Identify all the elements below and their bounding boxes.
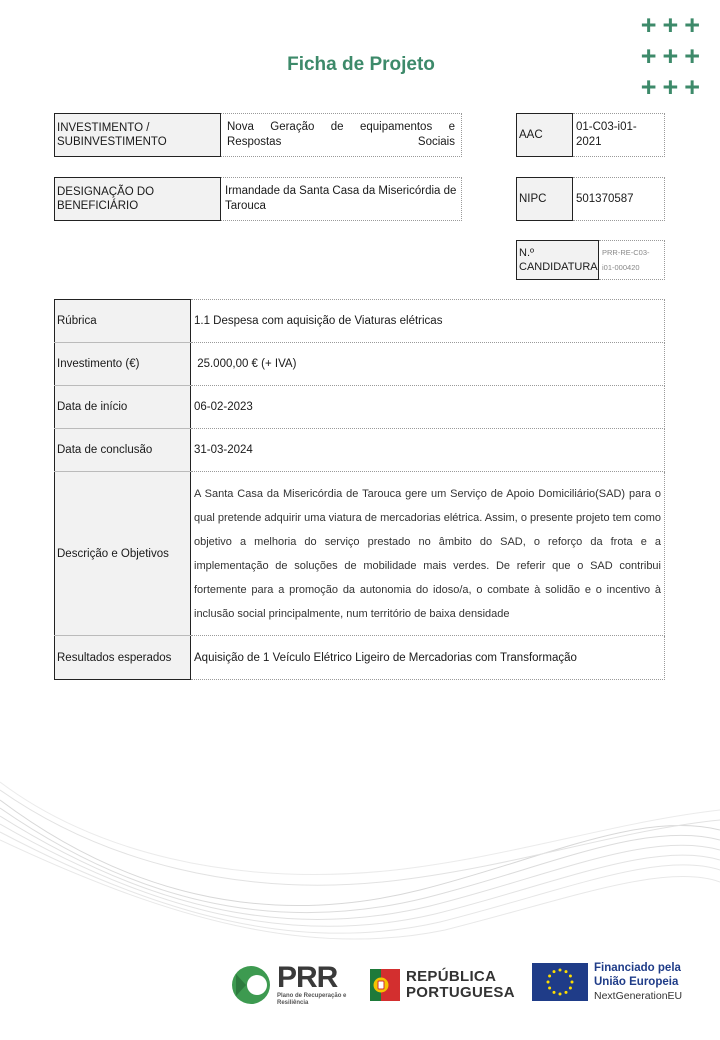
prr-emblem-icon	[230, 964, 272, 1006]
eu-line1: Financiado pela	[594, 962, 681, 974]
prr-subtitle: Plano de Recuperação e Resiliência	[277, 993, 347, 1006]
nipc-field	[516, 177, 665, 221]
plus-row: +++	[640, 72, 706, 102]
beneficiario-value: Irmandade da Santa Casa da Misericórdia de Tarouca	[221, 177, 462, 221]
aac-label: AAC	[516, 113, 573, 157]
row-value: 25.000,00 € (+ IVA)	[191, 343, 665, 386]
row-label: Descrição e Objetivos	[55, 472, 191, 636]
row-label: Investimento (€)	[55, 343, 191, 386]
decorative-waves	[0, 770, 720, 960]
candidatura-field	[516, 240, 665, 280]
aac-value: 01-C03-i01-2021	[573, 113, 665, 157]
investimento-value-text: Nova Geração de equipamentos e Respostas Sociais	[227, 121, 455, 148]
row-value: 06-02-2023	[191, 386, 665, 429]
aac-field	[516, 113, 665, 157]
row-value: Aquisição de 1 Veículo Elétrico Ligeiro de Mercadorias com Transformação	[191, 636, 665, 680]
row-label: Data de conclusão	[55, 429, 191, 472]
decorative-plus-grid	[641, 10, 706, 103]
description-text: A Santa Casa da Misericórdia de Tarouca gere um Serviço de Apoio Domiciliário(SAD) para o qual pretende adquirir uma viatura de mercadorias elétrica. Assim, o presente projeto tem como objetivo a melhoria do serviço prestado no âmbito do SAD, o reforço da frota e a implementação de soluções de mobilidade mais verdes. De referir que o SAD contribui fortemente para a promoção da autonomia do idoso/a, o combate à solidão e o incentivo à inclusão social principalmente, num território de baixa densidade	[194, 487, 661, 620]
nipc-value: 501370587	[573, 177, 665, 221]
page-title: Ficha de Projeto	[287, 54, 435, 75]
eu-line3: NextGenerationEU	[594, 990, 683, 1002]
candidatura-label: N.º CANDIDATURA	[516, 240, 599, 280]
republica-line2: PORTUGUESA	[406, 984, 515, 1001]
plus-row: +++	[640, 10, 706, 40]
eu-funding-logo	[532, 961, 682, 1003]
plus-row: +++	[640, 41, 706, 71]
row-value: 31-03-2024	[191, 429, 665, 472]
row-value	[191, 472, 665, 636]
portugal-flag-emblem-icon	[370, 965, 400, 1005]
beneficiario-field	[54, 177, 462, 221]
table-row	[55, 472, 665, 636]
table-row	[55, 300, 665, 343]
row-label: Rúbrica	[55, 300, 191, 343]
eu-line2: União Europeia	[594, 976, 679, 988]
candidatura-value: PRR-RE-C03-i01-000420	[599, 240, 665, 280]
project-details-table	[54, 299, 665, 680]
investimento-field	[54, 113, 462, 157]
table-row	[55, 429, 665, 472]
investimento-value	[221, 113, 462, 157]
prr-title: PRR	[277, 961, 338, 994]
footer-logos	[0, 955, 720, 1015]
row-label: Data de início	[55, 386, 191, 429]
eu-flag-icon	[532, 963, 588, 1001]
republica-line1: REPÚBLICA	[406, 968, 497, 985]
investimento-label: INVESTIMENTO / SUBINVESTIMENTO	[54, 113, 221, 157]
row-label: Resultados esperados	[55, 636, 191, 680]
table-row	[55, 386, 665, 429]
row-value: 1.1 Despesa com aquisição de Viaturas elétricas	[191, 300, 665, 343]
nipc-label: NIPC	[516, 177, 573, 221]
table-row	[55, 343, 665, 386]
prr-logo	[230, 963, 347, 1007]
beneficiario-label: DESIGNAÇÃO DO BENEFICIÁRIO	[54, 177, 221, 221]
table-row	[55, 636, 665, 680]
republica-logo	[370, 965, 515, 1005]
